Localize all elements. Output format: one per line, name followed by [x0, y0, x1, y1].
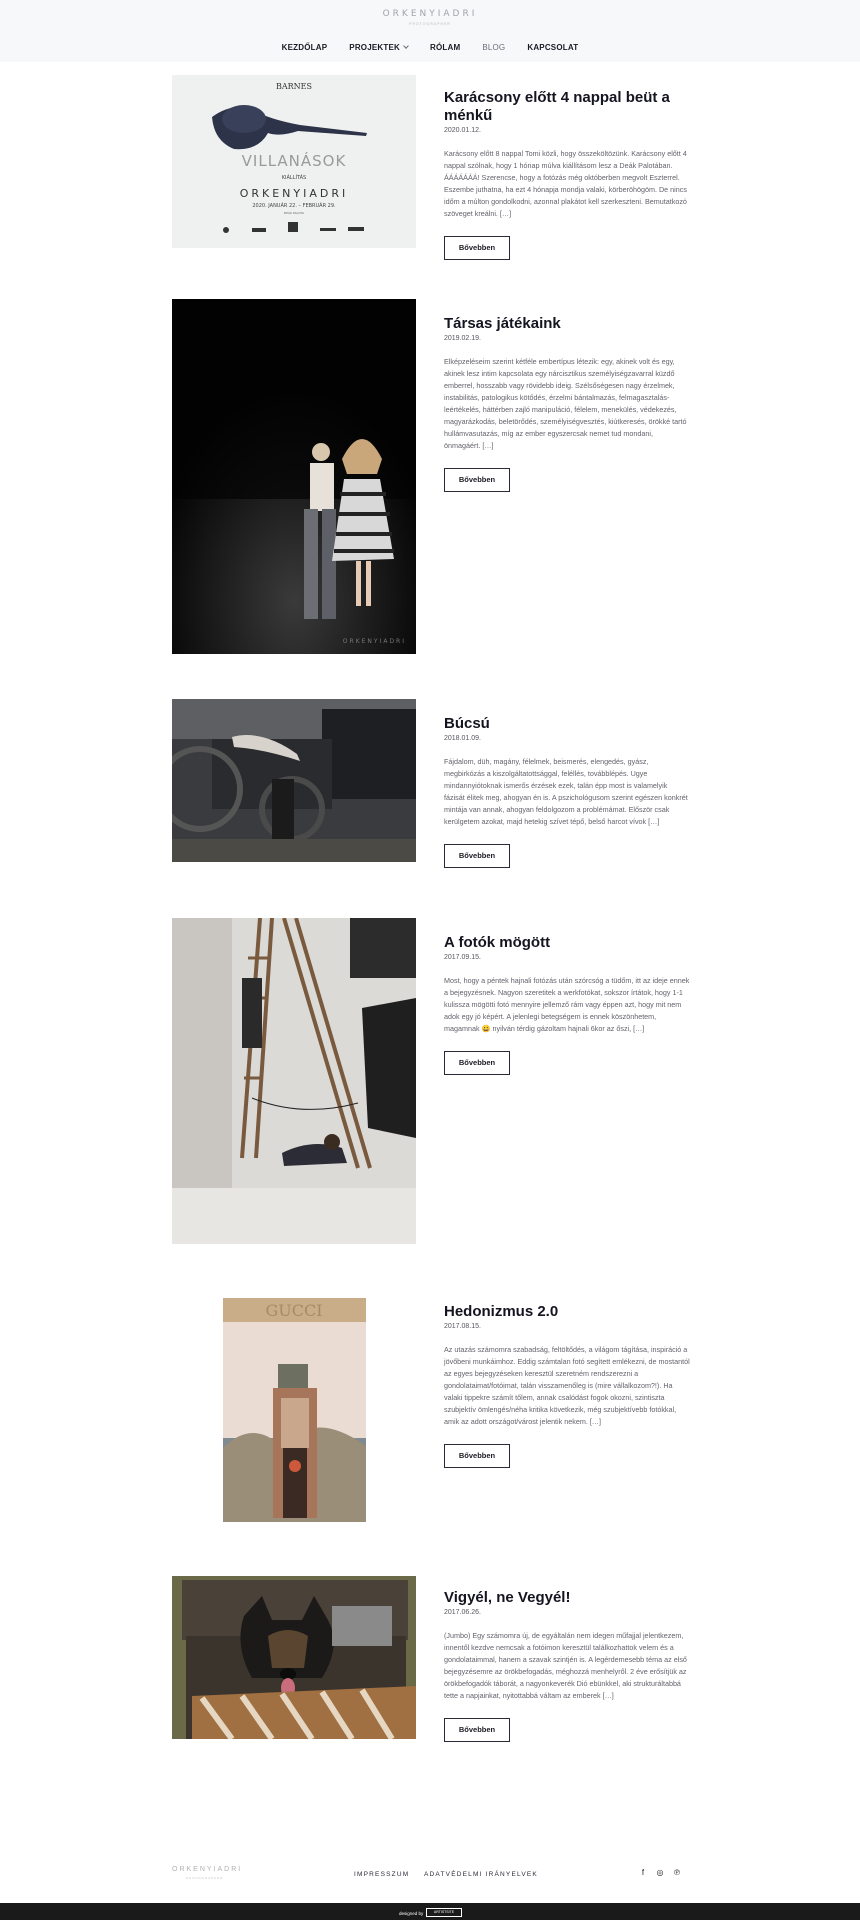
nav-item-rolam[interactable]: RÓLAM	[429, 42, 461, 52]
post-title[interactable]: Karácsony előtt 4 nappal beüt a ménkű	[444, 89, 670, 124]
post-date: 2017.09.15.	[444, 954, 481, 961]
post-excerpt: Elképzeléseim szerint kétféle embertípus létezik: egy, akinek volt és egy, akinek lesz intim kapcsolata egy nárcisztikus személyiségzavarral küzdő emberrel, hosszabb vagy rövidebb ideig. Szélsőségesen nagy érzelmek, instabilitás, patologikus kötődés, érzelmi bántalmazás, felmagasztalás-leértékelés, háttérben zajló manipuláció, félelem, menekülés, védekezés, magyarázkodás, beletörődés, személyiségvesztés, kiútkeresés, örökké tartó hullámvasutazás, míg az ember egyszercsak nemet tud mondani, önmagáért. […]	[444, 357, 687, 450]
post-title[interactable]: Társas játékaink	[444, 315, 561, 332]
site-logo[interactable]: ORKENYIADRI	[382, 9, 478, 19]
post-body	[444, 1589, 690, 1742]
post-excerpt: Az utazás számomra szabadság, feltöltődés, a világom tágítása, inspiráció a jövőbeni munkáimhoz. Eddig számtalan fotó segített emlékezni, de mostantól az egyes bejegyzéseken keresztül szeretném rendszerezni a gondolataimat/fotóimat, talán visszamenőleg is (mire vállalkozom?!). Ha valaki tippekre számít tőlem, annak csalódást fogok okozni, szintiszta szubjektív ömlengés/néha kritika következik, még szubjektívebb fotókkal, amik az adott országot/várost jelentik nekem. […]	[444, 1345, 690, 1426]
post-thumbnail[interactable]	[172, 699, 416, 862]
post-thumbnail[interactable]	[172, 1576, 416, 1739]
steam-train-image	[172, 699, 416, 862]
post-body	[444, 934, 690, 1075]
nav-item-kapcsolat[interactable]: KAPCSOLAT	[527, 42, 579, 52]
designed-by-text: designed by	[399, 1911, 424, 1916]
poster-headline: VILLANÁSOK	[241, 152, 347, 170]
post-body	[444, 315, 690, 492]
designer-logo[interactable]: ARTISTSITE	[426, 1908, 462, 1917]
read-more-button[interactable]: Bővebben	[444, 236, 510, 260]
chevron-down-icon	[403, 43, 409, 49]
read-more-button[interactable]: Bővebben	[444, 468, 510, 492]
post-title[interactable]: A fotók mögött	[444, 934, 551, 951]
read-more-button[interactable]: Bővebben	[444, 1718, 510, 1742]
read-more-button[interactable]: Bővebben	[444, 1444, 510, 1468]
poster-dates: 2020. JANUÁR 22. – FEBRUÁR 29.	[252, 203, 336, 209]
nav-item-projektek[interactable]	[338, 41, 419, 53]
post-excerpt: Karácsony előtt 8 nappal Tomi közli, hogy összeköltözünk. Karácsony előtt 4 nappal szólnak, hogy 1 hónap múlva kiállításom lesz a Deák Palotában. ÁÁÁÁÁÁÁ! Szerencse, hogy a fotózás még októberben megvolt Eszterrel. Eszembe juthatna, ha ezt 4 hónapja mondja valaki, körberöhögöm. De nincs időm a múlton gondolkodni, azonnal plakátot kell szerkeszteni. Bemutatkozó szöveget kreálni. […]	[444, 149, 687, 218]
footer-logo-tagline: PHOTOGRAPHER	[186, 1876, 224, 1880]
post-excerpt: Fájdalom, düh, magány, félelmek, beismerés, elengedés, gyász, megbirkózás a kiszolgáltatottsággal, feléllés, továbblépés. Ugye mindannyiótoknak ismerős érzések ezek, talán épp most is valamelyik fázisát élitek meg, ahogyan én is. A pszichológusom szerint egészen konkrét mintája van annak, ahogyan feldolgozom a problémámat. Először csak kerülgetem azokat, majd hetekig szívet tépő, belső harcot vívok […]	[444, 757, 688, 826]
post-excerpt: Most, hogy a péntek hajnali fotózás után szórcsóg a tüdőm, itt az ideje ennek a bejegyzésnek. Nagyon szeretitek a werkfotókat, sokszor írtátok, hogy 1-1 kulissza mögötti fotó mennyire jellemző rám vagy éppen azt, hogy mit nem adok egy jó képért. A jelenlegi betegségem is ennek köszönhetem, magamnak 😀 nyilván térdig gázoltam hajnali 6kor az őszi, […]	[444, 976, 690, 1033]
dog-suitcase-image	[172, 1576, 416, 1739]
read-more-button[interactable]: Bővebben	[444, 1051, 510, 1075]
footer-link-impresszum[interactable]: IMPRESSZUM	[354, 1871, 410, 1878]
post-thumbnail[interactable]	[172, 918, 416, 1244]
poster-brand: BARNES	[276, 82, 312, 91]
site-header	[0, 0, 860, 62]
gucci-sign: GUCCI	[265, 1301, 323, 1320]
post-date: 2018.01.09.	[444, 735, 481, 742]
footer-logo[interactable]: ORKENYIADRI	[172, 1866, 243, 1873]
poster-venue: DEÁK PALOTA	[283, 211, 305, 215]
nav-item-blog[interactable]: BLOG	[482, 42, 506, 52]
post-thumbnail[interactable]	[172, 75, 416, 248]
dancers-stage-image	[172, 299, 416, 654]
post-thumbnail[interactable]	[172, 299, 416, 654]
poster-artist: ORKENYIADRI	[239, 187, 349, 200]
pinterest-icon[interactable]: ℗	[674, 1868, 680, 1877]
post-title[interactable]: Hedonizmus 2.0	[444, 1303, 559, 1320]
shop-window-image	[223, 1298, 366, 1522]
footer-link-privacy[interactable]: ADATVÉDELMI IRÁNYELVEK	[424, 1871, 538, 1878]
post-body	[444, 715, 690, 868]
read-more-button[interactable]: Bővebben	[444, 844, 510, 868]
post-date: 2017.08.15.	[444, 1323, 481, 1330]
post-title[interactable]: Búcsú	[444, 715, 490, 732]
exhibition-poster-image	[172, 75, 416, 248]
post-excerpt: (Jumbo) Egy számomra új, de egyáltalán nem idegen műfajjal jelentkezem, innentől kezdve nemcsak a fotóimon keresztül találkozhattok velem és a gondolataimmal, hanem a szavak szintjén is. A legérdemesebb téma az első bejegyzésemre az örökbefogadás, méghozzá menhelyről. 2 éve erősítjük az örökbefogadók táborát, a nagyonkeverék Dió ebünkkel, aki strukturáltabbá tette a napjainkat, nyitottabbá váltam az emberek […]	[444, 1631, 687, 1700]
main-nav	[0, 41, 860, 53]
post-thumbnail[interactable]	[223, 1298, 366, 1522]
facebook-icon[interactable]: f	[641, 1868, 645, 1877]
post-date: 2019.02.19.	[444, 335, 481, 342]
behind-the-scenes-image	[172, 918, 416, 1244]
post-body	[444, 1303, 690, 1468]
photo-watermark: ORKENYIADRI	[342, 638, 406, 645]
post-title[interactable]: Vigyél, ne Vegyél!	[444, 1589, 571, 1606]
nav-item-kezdolap[interactable]: KEZDŐLAP	[281, 42, 328, 52]
post-date: 2017.06.26.	[444, 1609, 481, 1616]
nav-item-projektek-label: PROJEKTEK	[349, 42, 400, 52]
poster-kind: KIÁLLÍTÁS	[281, 175, 307, 181]
post-date: 2020.01.12.	[444, 127, 481, 134]
instagram-icon[interactable]: ◎	[656, 1868, 664, 1877]
post-body	[444, 89, 690, 260]
site-logo-tagline: PHOTOGRAPHER	[409, 22, 451, 26]
